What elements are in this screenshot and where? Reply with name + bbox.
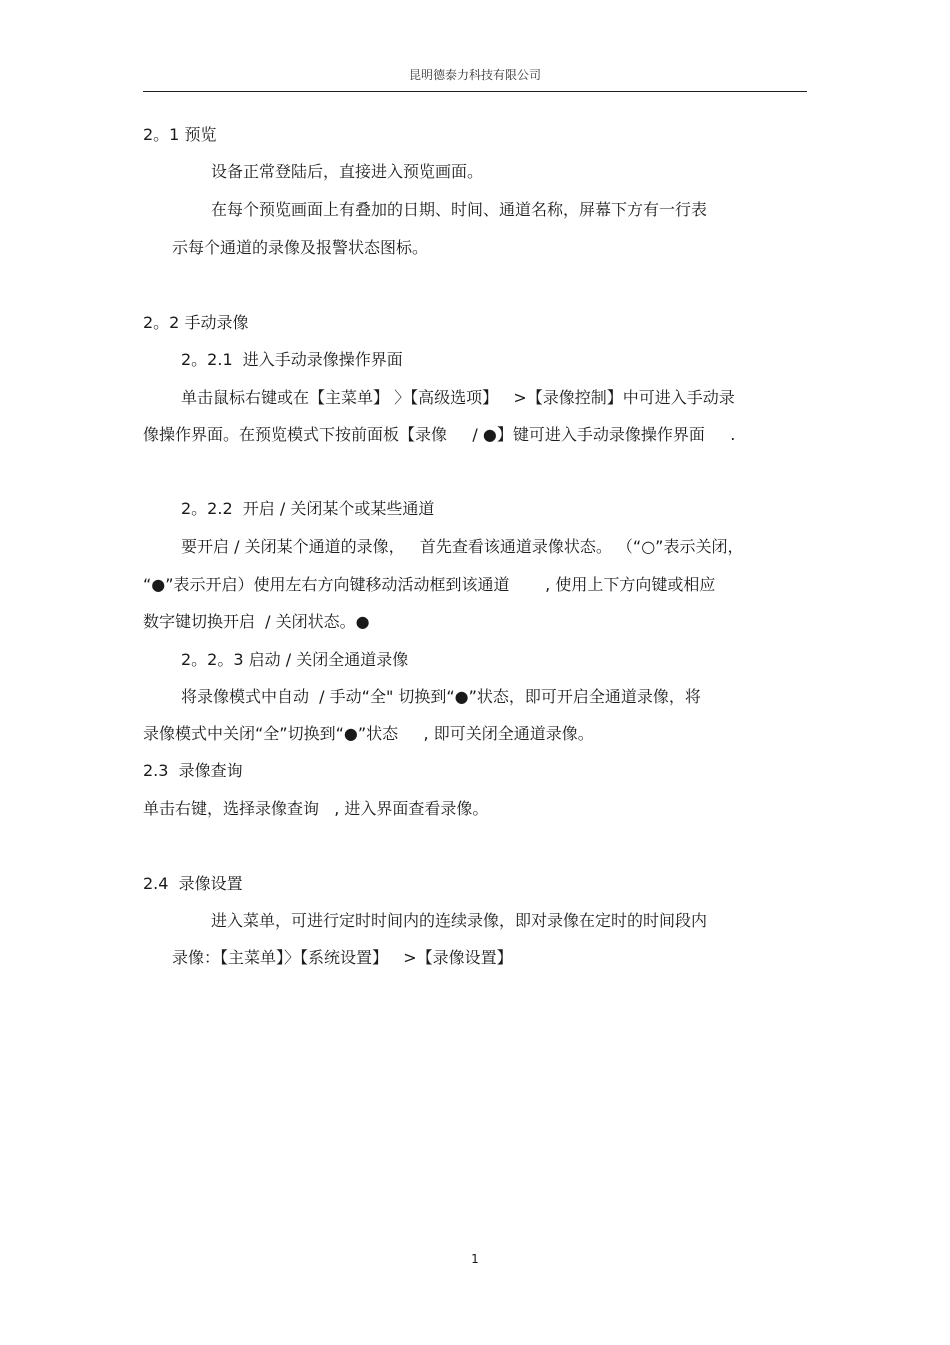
page-header: 昆明德泰力科技有限公司	[408, 68, 541, 82]
paragraph-line: 录像：【主菜单】〉【系统设置】 >【录像设置】	[172, 948, 513, 967]
paragraph-line: 在每个预览画面上有叠加的日期、时间、通道名称，屏幕下方有一行表	[211, 200, 708, 219]
subheading-2-2-1: 2。2.1 进入手动录像操作界面	[181, 350, 403, 369]
paragraph-line: 设备正常登陆后，直接进入预览画面。	[211, 162, 484, 181]
paragraph-line: 要开启 / 关闭某个通道的录像， 首先查看该通道录像状态。 （“○”表示关闭，	[181, 537, 744, 556]
paragraph-line: 将录像模式中自动 / 手动“全" 切换到“●”状态，即可开启全通道录像，将	[181, 687, 701, 706]
heading-2-2: 2。2 手动录像	[143, 313, 249, 332]
paragraph-line: 进入菜单，可进行定时时间内的连续录像，即对录像在定时的时间段内	[211, 911, 708, 930]
page-number: 1	[471, 1252, 479, 1266]
header-rule	[143, 91, 807, 92]
heading-2-3: 2.3 录像查询	[143, 761, 243, 780]
paragraph-line: 录像模式中关闭“全”切换到“●”状态 , 即可关闭全通道录像。	[143, 724, 594, 743]
heading-2-1: 2。1 预览	[143, 125, 217, 144]
paragraph-line: “●”表示开启）使用左右方向键移动活动框到该通道 , 使用上下方向键或相应	[143, 575, 716, 594]
paragraph-line: 示每个通道的录像及报警状态图标。	[172, 238, 429, 257]
subheading-2-2-3: 2。2。3 启动 / 关闭全通道录像	[181, 650, 409, 669]
subheading-2-2-2: 2。2.2 开启 / 关闭某个或某些通道	[181, 499, 435, 518]
paragraph-line: 数字键切换开启 / 关闭状态。●	[143, 612, 370, 631]
heading-2-4: 2.4 录像设置	[143, 874, 243, 893]
paragraph-line: 单击鼠标右键或在【主菜单】 〉【高级选项】 >【录像控制】中可进入手动录	[181, 388, 735, 407]
paragraph-line: 像操作界面。在预览模式下按前面板【录像 / ●】键可进入手动录像操作界面 .	[143, 425, 736, 444]
paragraph-line: 单击右键，选择录像查询 , 进入界面查看录像。	[143, 799, 489, 818]
